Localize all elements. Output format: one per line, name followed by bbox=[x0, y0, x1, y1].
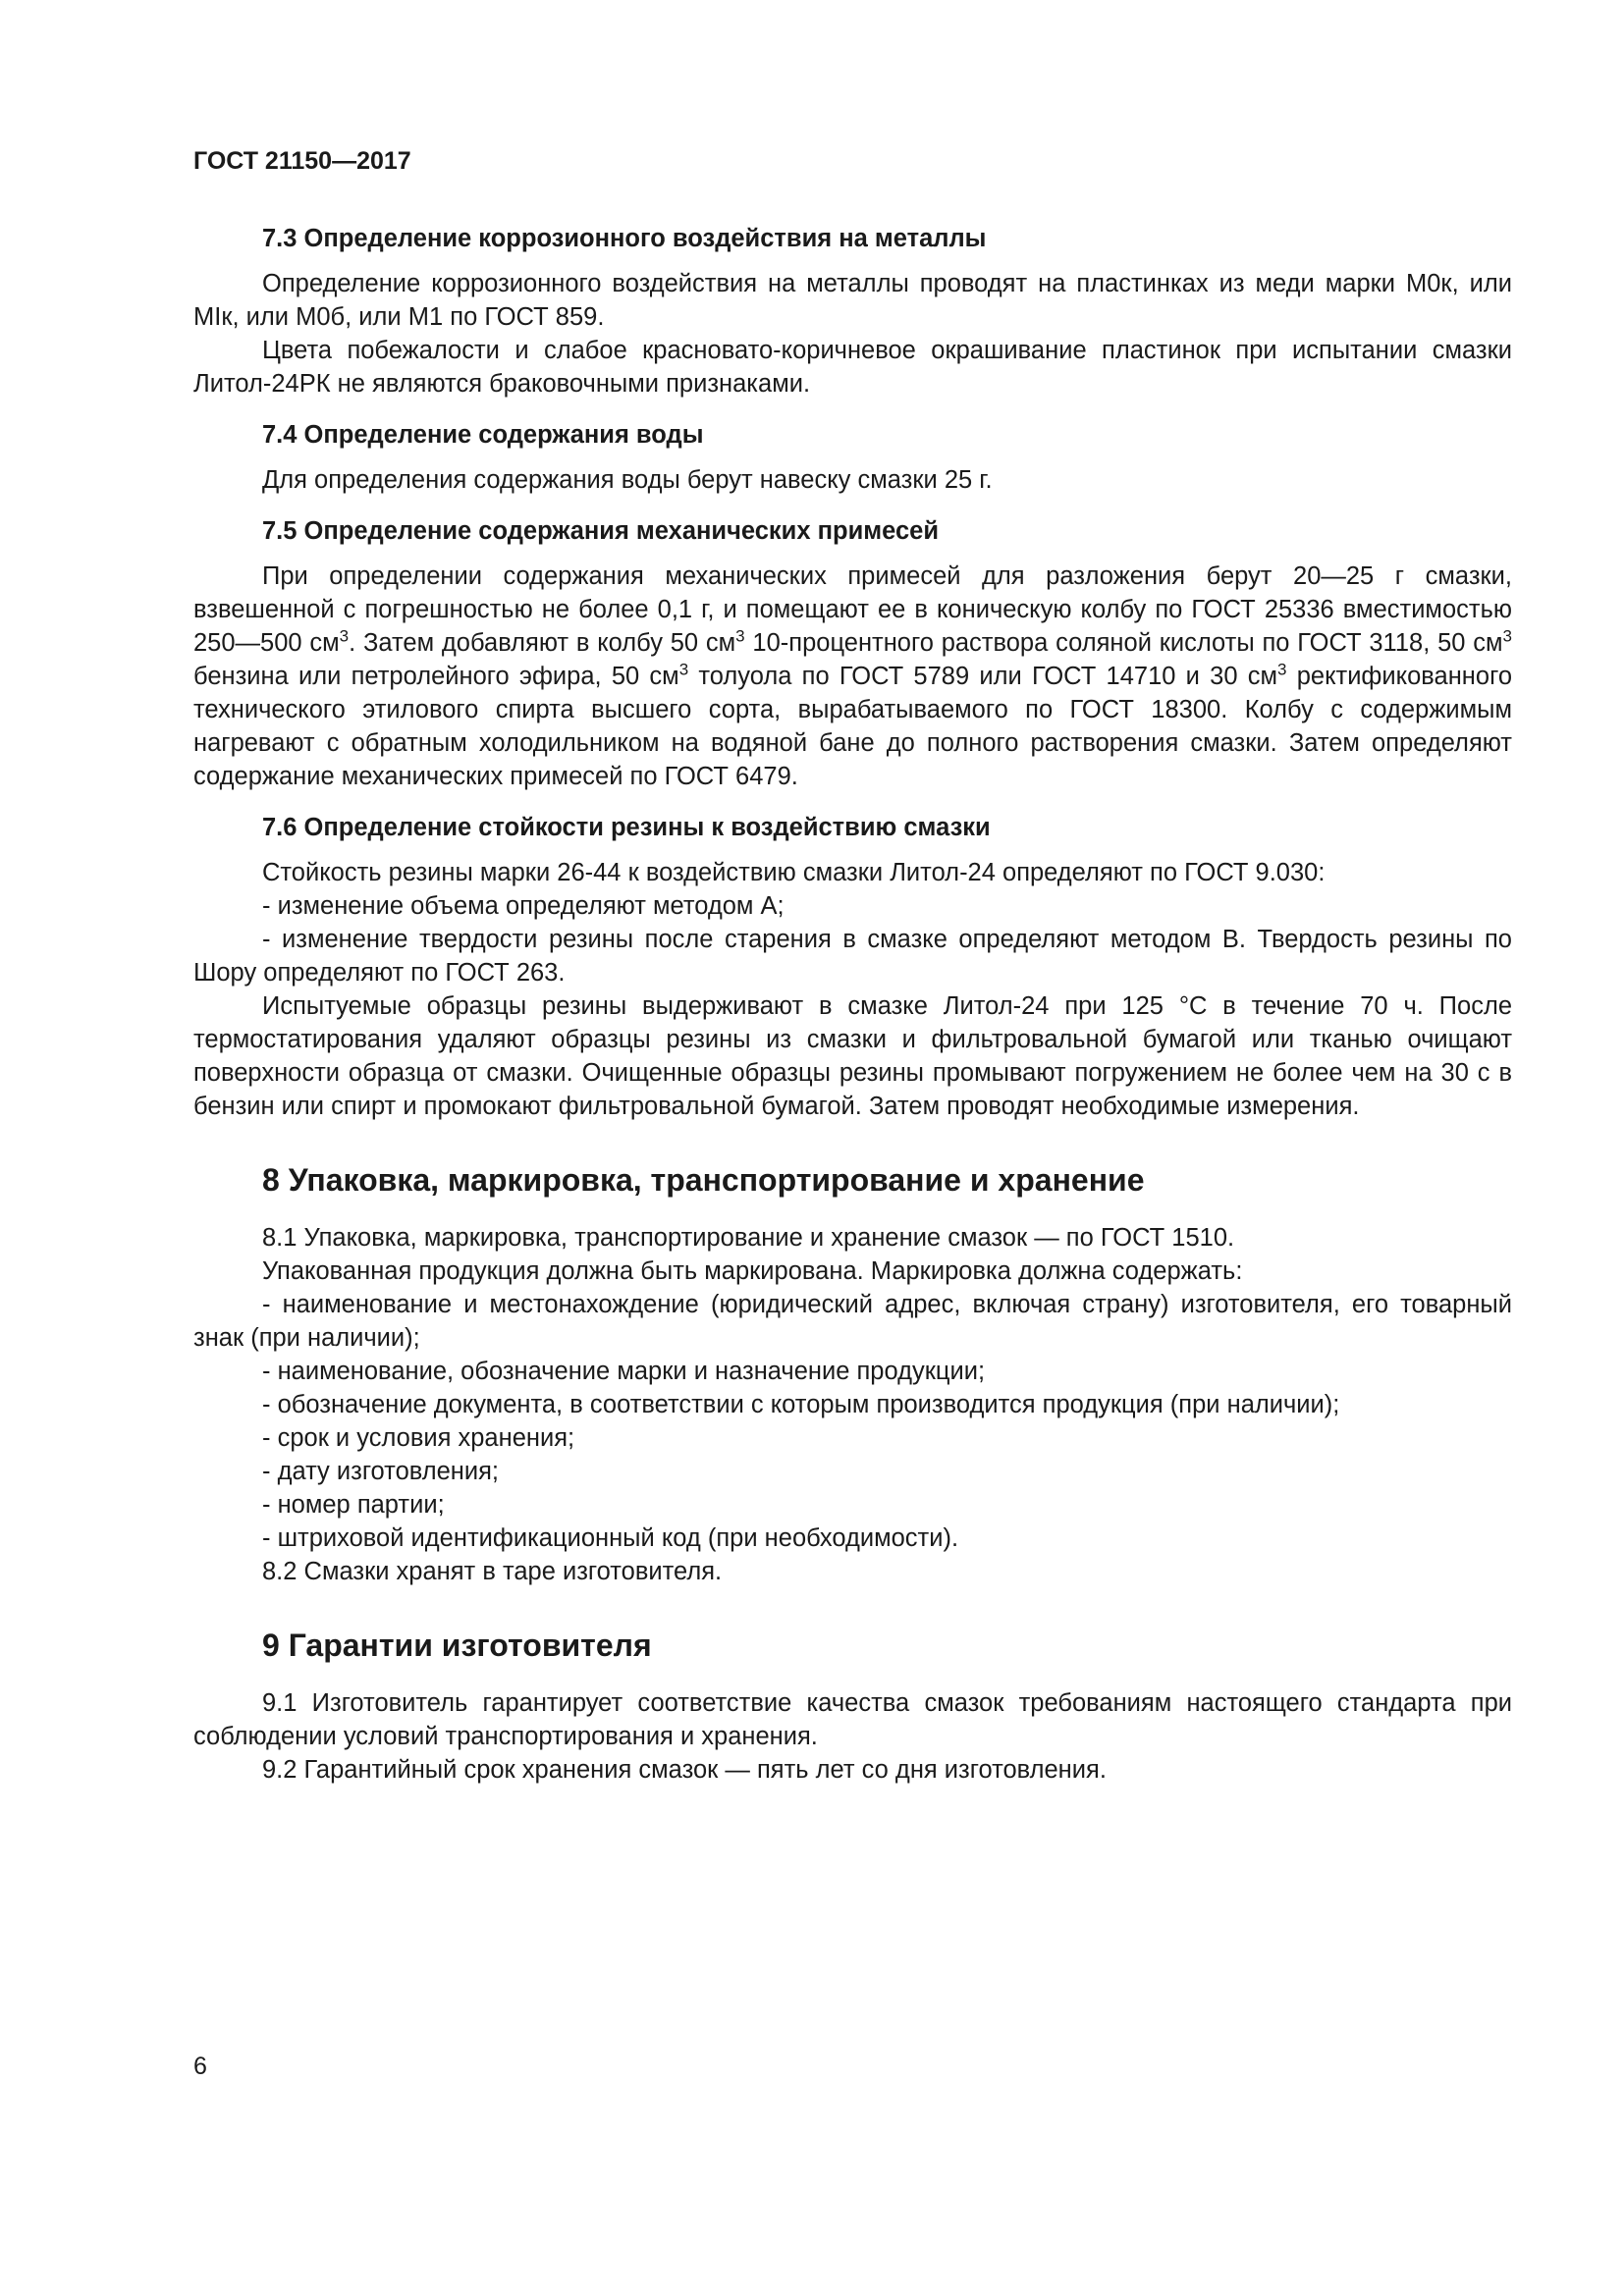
document-header: ГОСТ 21150—2017 bbox=[193, 147, 411, 175]
list-item: - срок и условия хранения; bbox=[262, 1424, 575, 1452]
list-item: - наименование, обозначение марки и назначение продукции; bbox=[262, 1358, 986, 1385]
list-item: - наименование и местонахождение (юридический адрес, включая страну) изготовителя, его товарный знак (при наличии); bbox=[193, 1291, 1512, 1352]
text-run: толуола по ГОСТ 5789 или ГОСТ 14710 и 30 см bbox=[688, 663, 1278, 690]
paragraph: Стойкость резины марки 26-44 к воздействию смазки Литол-24 определяют по ГОСТ 9.030: bbox=[262, 859, 1326, 886]
text-run: ректификованного технического этилового спирта высшего сорта, вырабатываемого по ГОСТ 18300. Колбу с содержимым нагревают с обратным холодильником на водяной бане до полного растворения смазки. Затем определяют содержание механических примесей по ГОСТ 6479. bbox=[193, 663, 1512, 790]
superscript: 3 bbox=[1277, 660, 1287, 679]
paragraph: Упакованная продукция должна быть маркирована. Маркировка должна содержать: bbox=[262, 1257, 1243, 1285]
section-8-title: 8 Упаковка, маркировка, транспортирование и хранение bbox=[262, 1162, 1145, 1198]
superscript: 3 bbox=[1502, 626, 1512, 646]
text-run: . Затем добавляют в колбу 50 см bbox=[349, 629, 736, 657]
list-item: - дату изготовления; bbox=[262, 1458, 499, 1485]
paragraph: 9.1 Изготовитель гарантирует соответствие качества смазок требованиям настоящего стандарта при соблюдении условий транспортирования и хранения. bbox=[193, 1689, 1512, 1750]
text-run: При определении содержания механических примесей для разложения берут 20—25 г смазки, взвешенной с погрешностью не более 0,1 г, и помещают ее в коническую колбу по ГОСТ 25336 вместимостью 250—500 см bbox=[193, 562, 1512, 657]
paragraph-impurities bbox=[193, 560, 1512, 793]
paragraph: 9.2 Гарантийный срок хранения смазок — пять лет со дня изготовления. bbox=[262, 1756, 1107, 1784]
paragraph: Испытуемые образцы резины выдерживают в смазке Литол-24 при 125 °С в течение 70 ч. После термостатирования удаляют образцы резины из смазки и фильтровальной бумагой или тканью очищают поверхности образца от смазки. Очищенные образцы резины промывают погружением не более чем на 30 с в бензин или спирт и промокают фильтровальной бумагой. Затем проводят необходимые измерения. bbox=[193, 992, 1512, 1120]
paragraph: 8.1 Упаковка, маркировка, транспортирование и хранение смазок — по ГОСТ 1510. bbox=[262, 1224, 1235, 1252]
section-7-5-title: 7.5 Определение содержания механических примесей bbox=[262, 517, 940, 545]
paragraph: Цвета побежалости и слабое красновато-коричневое окрашивание пластинок при испытании смазки Литол-24РК не являются браковочными признаками. bbox=[193, 337, 1512, 398]
superscript: 3 bbox=[735, 626, 745, 646]
list-item: - обозначение документа, в соответствии с которым производится продукция (при наличии); bbox=[262, 1391, 1340, 1418]
list-item: - номер партии; bbox=[262, 1491, 445, 1519]
superscript: 3 bbox=[678, 660, 689, 679]
text-run: бензина или петролейного эфира, 50 см bbox=[193, 663, 679, 690]
paragraph: Определение коррозионного воздействия на металлы проводят на пластинках из меди марки М0к, или МIк, или М0б, или М1 по ГОСТ 859. bbox=[193, 270, 1512, 331]
page-number: 6 bbox=[193, 2053, 207, 2080]
document-body bbox=[193, 222, 1512, 1787]
section-7-4-title: 7.4 Определение содержания воды bbox=[262, 421, 704, 449]
section-7-6-title: 7.6 Определение стойкости резины к воздействию смазки bbox=[262, 814, 991, 841]
section-7-3-title: 7.3 Определение коррозионного воздействия на металлы bbox=[262, 225, 987, 252]
superscript: 3 bbox=[339, 626, 350, 646]
paragraph: Для определения содержания воды берут навеску смазки 25 г. bbox=[262, 466, 993, 494]
list-item: - изменение объема определяют методом А; bbox=[262, 892, 785, 920]
list-item: - изменение твердости резины после старения в смазке определяют методом В. Твердость резины по Шору определяют по ГОСТ 263. bbox=[193, 926, 1512, 987]
text-run: 10-процентного раствора соляной кислоты по ГОСТ 3118, 50 см bbox=[744, 629, 1503, 657]
section-9-title: 9 Гарантии изготовителя bbox=[262, 1628, 652, 1663]
paragraph: 8.2 Смазки хранят в таре изготовителя. bbox=[262, 1558, 723, 1585]
list-item: - штриховой идентификационный код (при необходимости). bbox=[262, 1524, 959, 1552]
